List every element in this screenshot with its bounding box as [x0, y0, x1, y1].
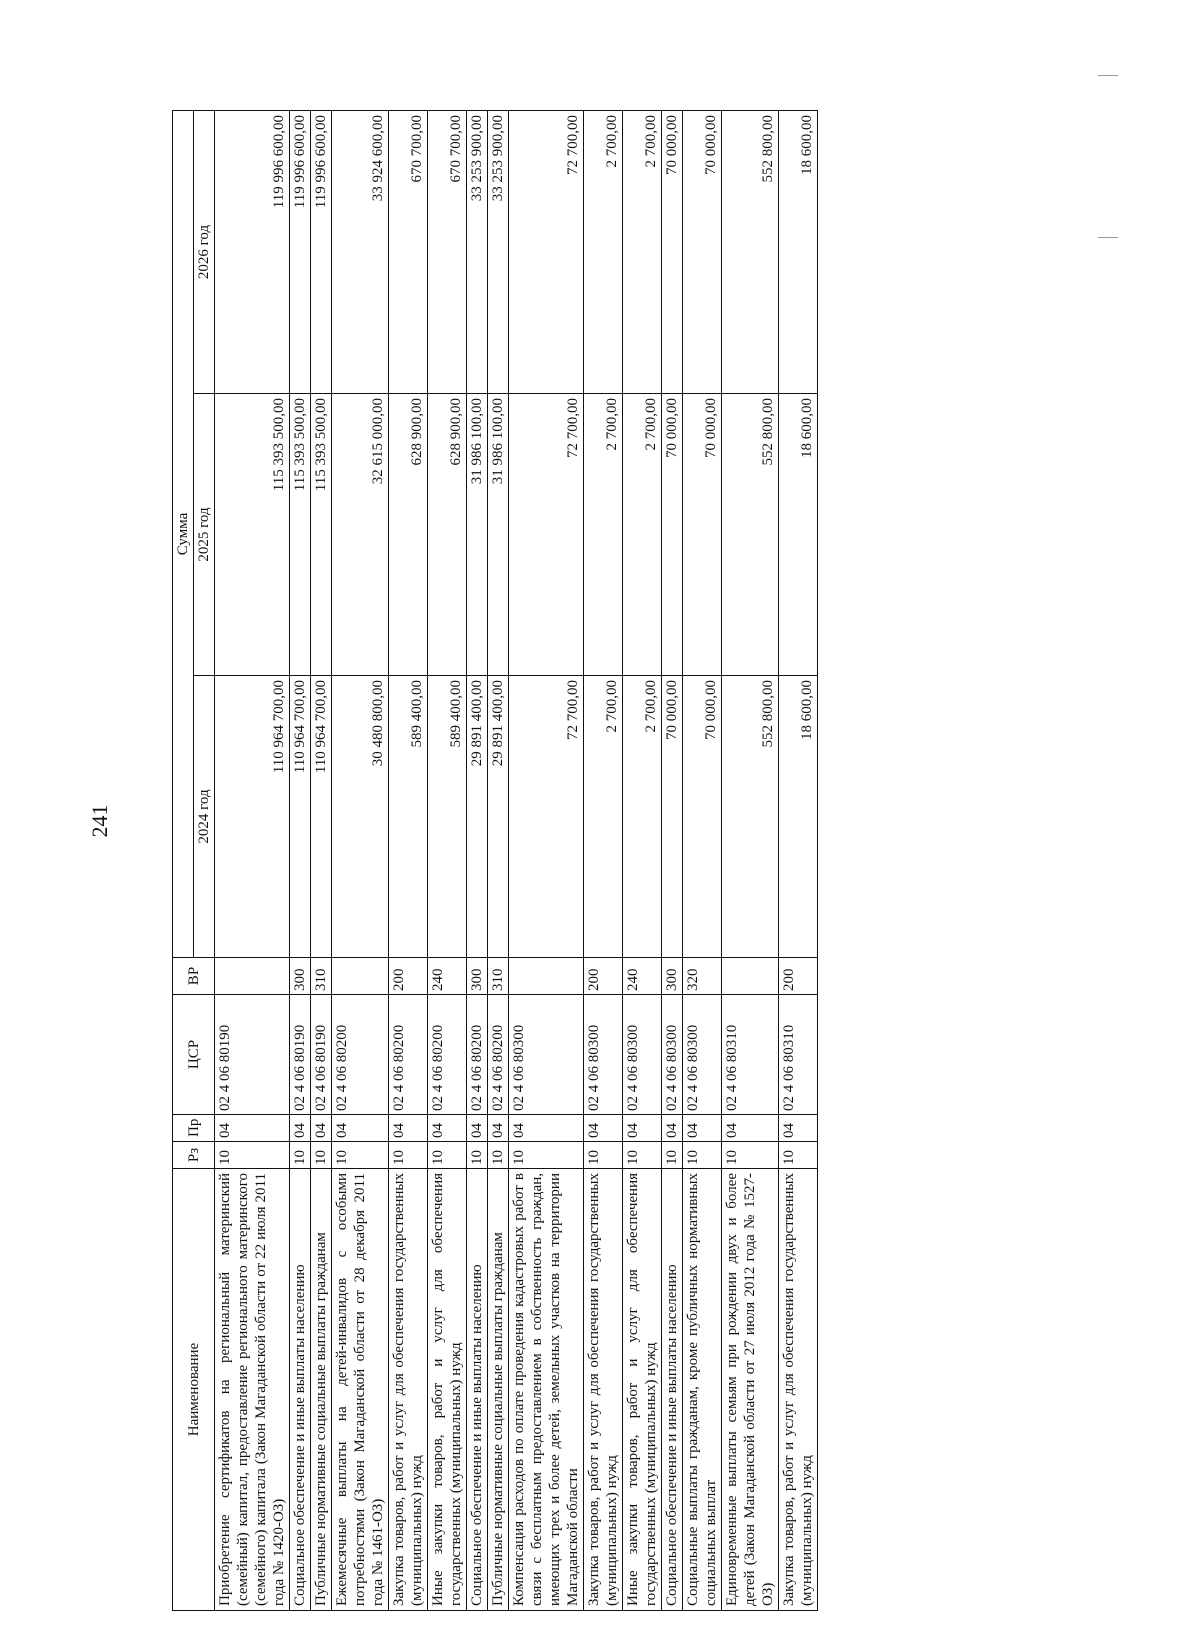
row-name: Закупка товаров, работ и услуг для обеспечения государственных (муниципальных) нужд — [389, 1169, 428, 1611]
row-pr: 04 — [683, 1115, 722, 1142]
row-2025: 115 393 500,00 — [215, 394, 290, 676]
row-name: Социальное обеспечение и иные выплаты населению — [290, 1169, 311, 1611]
header-2025: 2025 год — [194, 394, 215, 676]
row-2024: 110 964 700,00 — [290, 676, 311, 958]
row-csr: 02 4 06 80310 — [779, 995, 818, 1115]
table-row — [332, 110, 389, 1610]
row-csr: 02 4 06 80200 — [488, 995, 509, 1115]
header-name: Наименование — [173, 1169, 215, 1611]
row-name: Закупка товаров, работ и услуг для обеспечения государственных (муниципальных) нужд — [779, 1169, 818, 1611]
header-csr: ЦСР — [173, 995, 215, 1115]
row-name: Иные закупки товаров, работ и услуг для обеспечения государственных (муниципальных) нужд — [428, 1169, 467, 1611]
row-2025: 628 900,00 — [428, 394, 467, 676]
row-pr: 04 — [215, 1115, 290, 1142]
row-rz: 10 — [389, 1142, 428, 1169]
row-2025: 31 986 100,00 — [467, 394, 488, 676]
row-vr: 240 — [428, 958, 467, 995]
row-pr: 04 — [488, 1115, 509, 1142]
row-rz: 10 — [509, 1142, 584, 1169]
row-name: Приобретение сертификатов на региональный материнский (семейный) капитал, предоставление регионального материнского (семейного) капитала (Закон Магаданской области от 22 июля 2011 года № 1420-ОЗ) — [215, 1169, 290, 1611]
row-2024: 2 700,00 — [584, 676, 623, 958]
header-vr: ВР — [173, 958, 215, 995]
row-rz: 10 — [290, 1142, 311, 1169]
row-vr — [215, 958, 290, 995]
row-2025: 2 700,00 — [584, 394, 623, 676]
row-pr: 04 — [779, 1115, 818, 1142]
row-csr: 02 4 06 80200 — [389, 995, 428, 1115]
row-name: Компенсация расходов по оплате проведения кадастровых работ в связи с бесплатным предоставлением в собственность граждан, имеющих трех и более детей, земельных участков на территории Магаданской области — [509, 1169, 584, 1611]
row-2026: 2 700,00 — [623, 110, 662, 393]
row-rz: 10 — [722, 1142, 779, 1169]
row-2026: 33 924 600,00 — [332, 110, 389, 393]
row-csr: 02 4 06 80300 — [509, 995, 584, 1115]
row-2026: 119 996 600,00 — [290, 110, 311, 393]
row-2026: 33 253 900,00 — [488, 110, 509, 393]
row-2025: 628 900,00 — [389, 394, 428, 676]
row-csr: 02 4 06 80310 — [722, 995, 779, 1115]
row-pr: 04 — [332, 1115, 389, 1142]
row-2026: 670 700,00 — [428, 110, 467, 393]
row-pr: 04 — [584, 1115, 623, 1142]
header-pr: Пр — [173, 1115, 215, 1142]
row-2024: 70 000,00 — [683, 676, 722, 958]
row-2024: 552 800,00 — [722, 676, 779, 958]
row-csr: 02 4 06 80300 — [683, 995, 722, 1115]
row-vr: 320 — [683, 958, 722, 995]
row-2024: 110 964 700,00 — [311, 676, 332, 958]
row-2025: 115 393 500,00 — [311, 394, 332, 676]
row-rz: 10 — [332, 1142, 389, 1169]
row-rz: 10 — [662, 1142, 683, 1169]
table-row — [623, 110, 662, 1610]
row-pr: 04 — [389, 1115, 428, 1142]
row-vr — [332, 958, 389, 995]
row-csr: 02 4 06 80190 — [290, 995, 311, 1115]
row-2024: 30 480 800,00 — [332, 676, 389, 958]
table-row — [290, 110, 311, 1610]
table-row — [662, 110, 683, 1610]
row-2024: 589 400,00 — [428, 676, 467, 958]
row-rz: 10 — [311, 1142, 332, 1169]
row-csr: 02 4 06 80200 — [467, 995, 488, 1115]
row-vr: 200 — [779, 958, 818, 995]
row-2026: 2 700,00 — [584, 110, 623, 393]
row-2024: 29 891 400,00 — [467, 676, 488, 958]
row-pr: 04 — [623, 1115, 662, 1142]
header-2026: 2026 год — [194, 110, 215, 393]
row-rz: 10 — [467, 1142, 488, 1169]
row-2025: 31 986 100,00 — [488, 394, 509, 676]
row-name: Социальное обеспечение и иные выплаты населению — [662, 1169, 683, 1611]
row-name: Публичные нормативные социальные выплаты гражданам — [488, 1169, 509, 1611]
row-vr — [509, 958, 584, 995]
row-csr: 02 4 06 80200 — [428, 995, 467, 1115]
row-name: Социальные выплаты гражданам, кроме публичных нормативных социальных выплат — [683, 1169, 722, 1611]
row-vr: 200 — [584, 958, 623, 995]
row-rz: 10 — [623, 1142, 662, 1169]
row-pr: 04 — [311, 1115, 332, 1142]
row-2026: 119 996 600,00 — [311, 110, 332, 393]
row-csr: 02 4 06 80300 — [662, 995, 683, 1115]
row-2026: 33 253 900,00 — [467, 110, 488, 393]
row-name: Ежемесячные выплаты на детей-инвалидов с особыми потребностями (Закон Магаданской области от 28 декабря 2011 года № 1461-ОЗ) — [332, 1169, 389, 1611]
row-rz: 10 — [215, 1142, 290, 1169]
row-vr: 240 — [623, 958, 662, 995]
row-2024: 110 964 700,00 — [215, 676, 290, 958]
row-2026: 72 700,00 — [509, 110, 584, 393]
row-2025: 32 615 000,00 — [332, 394, 389, 676]
row-name: Публичные нормативные социальные выплаты гражданам — [311, 1169, 332, 1611]
row-rz: 10 — [428, 1142, 467, 1169]
table-row — [509, 110, 584, 1610]
scan-mark — [1098, 237, 1118, 238]
header-rz: Рз — [173, 1142, 215, 1169]
row-vr: 200 — [389, 958, 428, 995]
table-row — [779, 110, 818, 1610]
header-sum: Сумма — [173, 110, 194, 957]
row-vr: 310 — [311, 958, 332, 995]
row-pr: 04 — [467, 1115, 488, 1142]
table-row — [683, 110, 722, 1610]
row-2025: 115 393 500,00 — [290, 394, 311, 676]
table-row — [311, 110, 332, 1610]
row-2025: 70 000,00 — [683, 394, 722, 676]
table-row — [722, 110, 779, 1610]
header-row-1 — [173, 110, 194, 1610]
row-rz: 10 — [779, 1142, 818, 1169]
row-2025: 72 700,00 — [509, 394, 584, 676]
row-pr: 04 — [662, 1115, 683, 1142]
row-csr: 02 4 06 80190 — [311, 995, 332, 1115]
row-2024: 29 891 400,00 — [488, 676, 509, 958]
row-csr: 02 4 06 80190 — [215, 995, 290, 1115]
budget-table-rotated — [172, 111, 1072, 1611]
row-vr: 300 — [662, 958, 683, 995]
budget-table — [172, 110, 818, 1611]
row-2024: 70 000,00 — [662, 676, 683, 958]
table-row — [488, 110, 509, 1610]
row-name: Иные закупки товаров, работ и услуг для обеспечения государственных (муниципальных) нужд — [623, 1169, 662, 1611]
row-2024: 2 700,00 — [623, 676, 662, 958]
row-2025: 70 000,00 — [662, 394, 683, 676]
row-rz: 10 — [584, 1142, 623, 1169]
row-rz: 10 — [488, 1142, 509, 1169]
row-pr: 04 — [428, 1115, 467, 1142]
page-number: 241 — [87, 804, 112, 838]
row-2024: 589 400,00 — [389, 676, 428, 958]
row-name: Закупка товаров, работ и услуг для обеспечения государственных (муниципальных) нужд — [584, 1169, 623, 1611]
header-2024: 2024 год — [194, 676, 215, 958]
row-2026: 18 600,00 — [779, 110, 818, 393]
row-2026: 119 996 600,00 — [215, 110, 290, 393]
row-2026: 70 000,00 — [683, 110, 722, 393]
row-csr: 02 4 06 80300 — [584, 995, 623, 1115]
row-name: Единовременные выплаты семьям при рождении двух и более детей (Закон Магаданской области от 27 июля 2012 года № 1527-ОЗ) — [722, 1169, 779, 1611]
row-2025: 2 700,00 — [623, 394, 662, 676]
row-name: Социальное обеспечение и иные выплаты населению — [467, 1169, 488, 1611]
row-csr: 02 4 06 80300 — [623, 995, 662, 1115]
table-row — [215, 110, 290, 1610]
table-row — [389, 110, 428, 1610]
table-row — [467, 110, 488, 1610]
row-rz: 10 — [683, 1142, 722, 1169]
row-vr — [722, 958, 779, 995]
table-row — [428, 110, 467, 1610]
row-vr: 300 — [290, 958, 311, 995]
row-2025: 18 600,00 — [779, 394, 818, 676]
row-2026: 670 700,00 — [389, 110, 428, 393]
row-2026: 70 000,00 — [662, 110, 683, 393]
row-2025: 552 800,00 — [722, 394, 779, 676]
table-row — [584, 110, 623, 1610]
row-vr: 310 — [488, 958, 509, 995]
row-pr: 04 — [509, 1115, 584, 1142]
row-csr: 02 4 06 80200 — [332, 995, 389, 1115]
row-pr: 04 — [722, 1115, 779, 1142]
row-2026: 552 800,00 — [722, 110, 779, 393]
row-vr: 300 — [467, 958, 488, 995]
row-pr: 04 — [290, 1115, 311, 1142]
row-2024: 18 600,00 — [779, 676, 818, 958]
scan-mark — [1098, 75, 1118, 76]
row-2024: 72 700,00 — [509, 676, 584, 958]
